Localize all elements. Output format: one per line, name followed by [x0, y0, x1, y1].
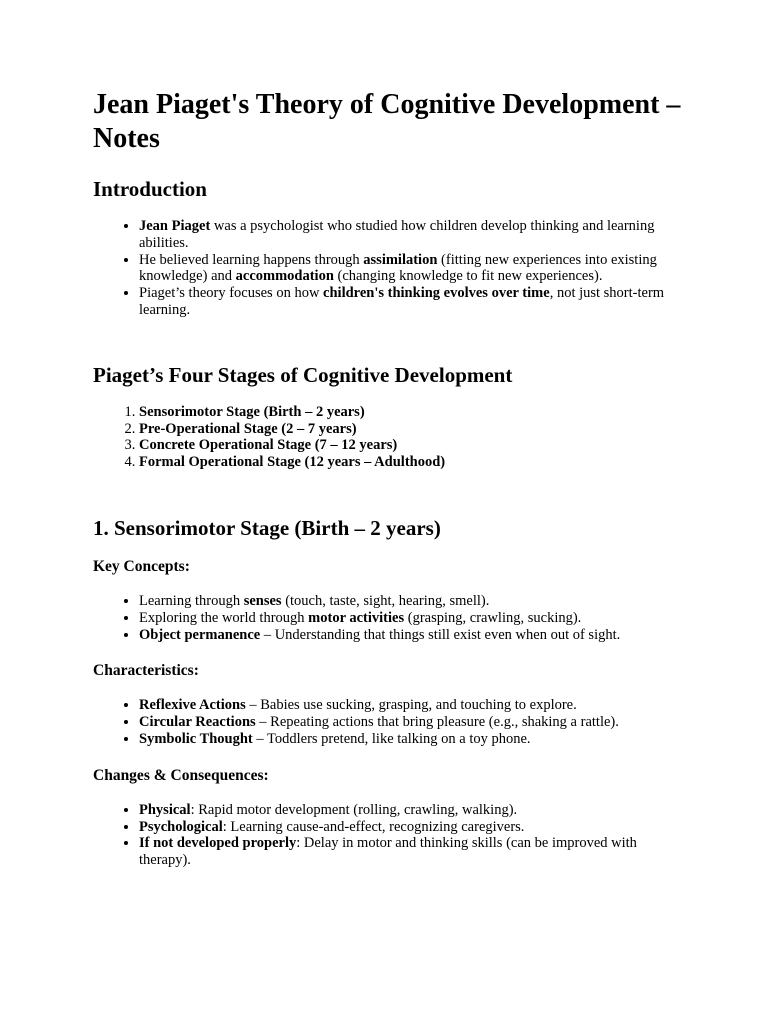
key-concepts-heading: Key Concepts:: [93, 557, 190, 575]
bold-text: Sensorimotor Stage (Birth – 2 years): [139, 403, 365, 420]
list-item: [139, 714, 683, 731]
list-item: [139, 437, 683, 454]
list-item: [139, 404, 683, 421]
text-run: Learning through: [139, 592, 244, 609]
text-run: : Delay in motor and thinking skills (can be improved with therapy).: [139, 835, 637, 869]
list-item: [139, 697, 683, 714]
stages-list: [93, 404, 683, 471]
stages-heading: Piaget’s Four Stages of Cognitive Development: [93, 362, 513, 387]
bold-text: assimilation: [363, 251, 438, 268]
bold-text: accommodation: [235, 268, 334, 285]
list-item: [139, 802, 683, 819]
text-run: He believed learning happens through: [139, 251, 364, 268]
characteristics-list: [93, 697, 683, 747]
text-run: (touch, taste, sight, hearing, smell).: [281, 592, 490, 609]
list-item: [139, 252, 683, 286]
document-title: Jean Piaget's Theory of Cognitive Development – Notes: [93, 89, 681, 154]
text-run: (grasping, crawling, sucking).: [404, 609, 582, 626]
bold-text: Circular Reactions: [139, 714, 256, 731]
bold-text: Object permanence: [139, 626, 261, 643]
text-run: – Babies use sucking, grasping, and touching to explore.: [245, 697, 577, 714]
text-run: – Understanding that things still exist even when out of sight.: [260, 626, 621, 643]
introduction-heading: Introduction: [93, 177, 207, 201]
list-item: [139, 835, 683, 869]
bold-text: Formal Operational Stage (12 years – Adulthood): [139, 454, 446, 471]
list-item: [139, 421, 683, 438]
bold-text: If not developed properly: [139, 835, 297, 852]
bold-text: Symbolic Thought: [139, 730, 253, 747]
changes-list: [93, 802, 683, 869]
text-run: – Toddlers pretend, like talking on a toy phone.: [252, 730, 531, 747]
text-run: : Learning cause-and-effect, recognizing caregivers.: [222, 818, 525, 835]
key-concepts-list: [93, 593, 683, 643]
text-run: Exploring the world through: [139, 609, 309, 626]
bold-text: Concrete Operational Stage (7 – 12 years): [139, 437, 398, 454]
sensorimotor-heading: 1. Sensorimotor Stage (Birth – 2 years): [93, 515, 441, 540]
bold-text: senses: [243, 592, 282, 609]
document-content: [93, 88, 683, 869]
list-item: [139, 731, 683, 748]
characteristics-heading: Characteristics:: [93, 662, 199, 680]
bold-text: Psychological: [139, 818, 223, 835]
list-item: [139, 819, 683, 836]
text-run: : Rapid motor development (rolling, crawling, walking).: [190, 801, 518, 818]
text-run: Piaget’s theory focuses on how: [139, 285, 324, 302]
bold-text: children's thinking evolves over time: [323, 285, 550, 302]
text-run: was a psychologist who studied how children develop thinking and learning abilities.: [139, 218, 655, 251]
list-item: [139, 218, 683, 252]
list-item: [139, 285, 683, 319]
bold-text: Physical: [139, 801, 191, 818]
bold-text: motor activities: [308, 609, 405, 626]
list-item: [139, 593, 683, 610]
bold-text: Jean Piaget: [139, 218, 211, 234]
list-item: [139, 610, 683, 627]
introduction-list: [93, 218, 683, 319]
changes-heading: Changes & Consequences:: [93, 766, 269, 784]
text-run: – Repeating actions that bring pleasure (e.g., shaking a rattle).: [255, 714, 619, 731]
list-item: [139, 627, 683, 644]
text-run: , not just short-term learning.: [139, 285, 665, 318]
text-run: (changing knowledge to fit new experiences).: [333, 268, 603, 285]
bold-text: Reflexive Actions: [139, 697, 246, 714]
list-item: [139, 454, 683, 471]
text-run: (fitting new experiences into existing knowledge) and: [139, 251, 657, 285]
bold-text: Pre-Operational Stage (2 – 7 years): [139, 420, 357, 437]
